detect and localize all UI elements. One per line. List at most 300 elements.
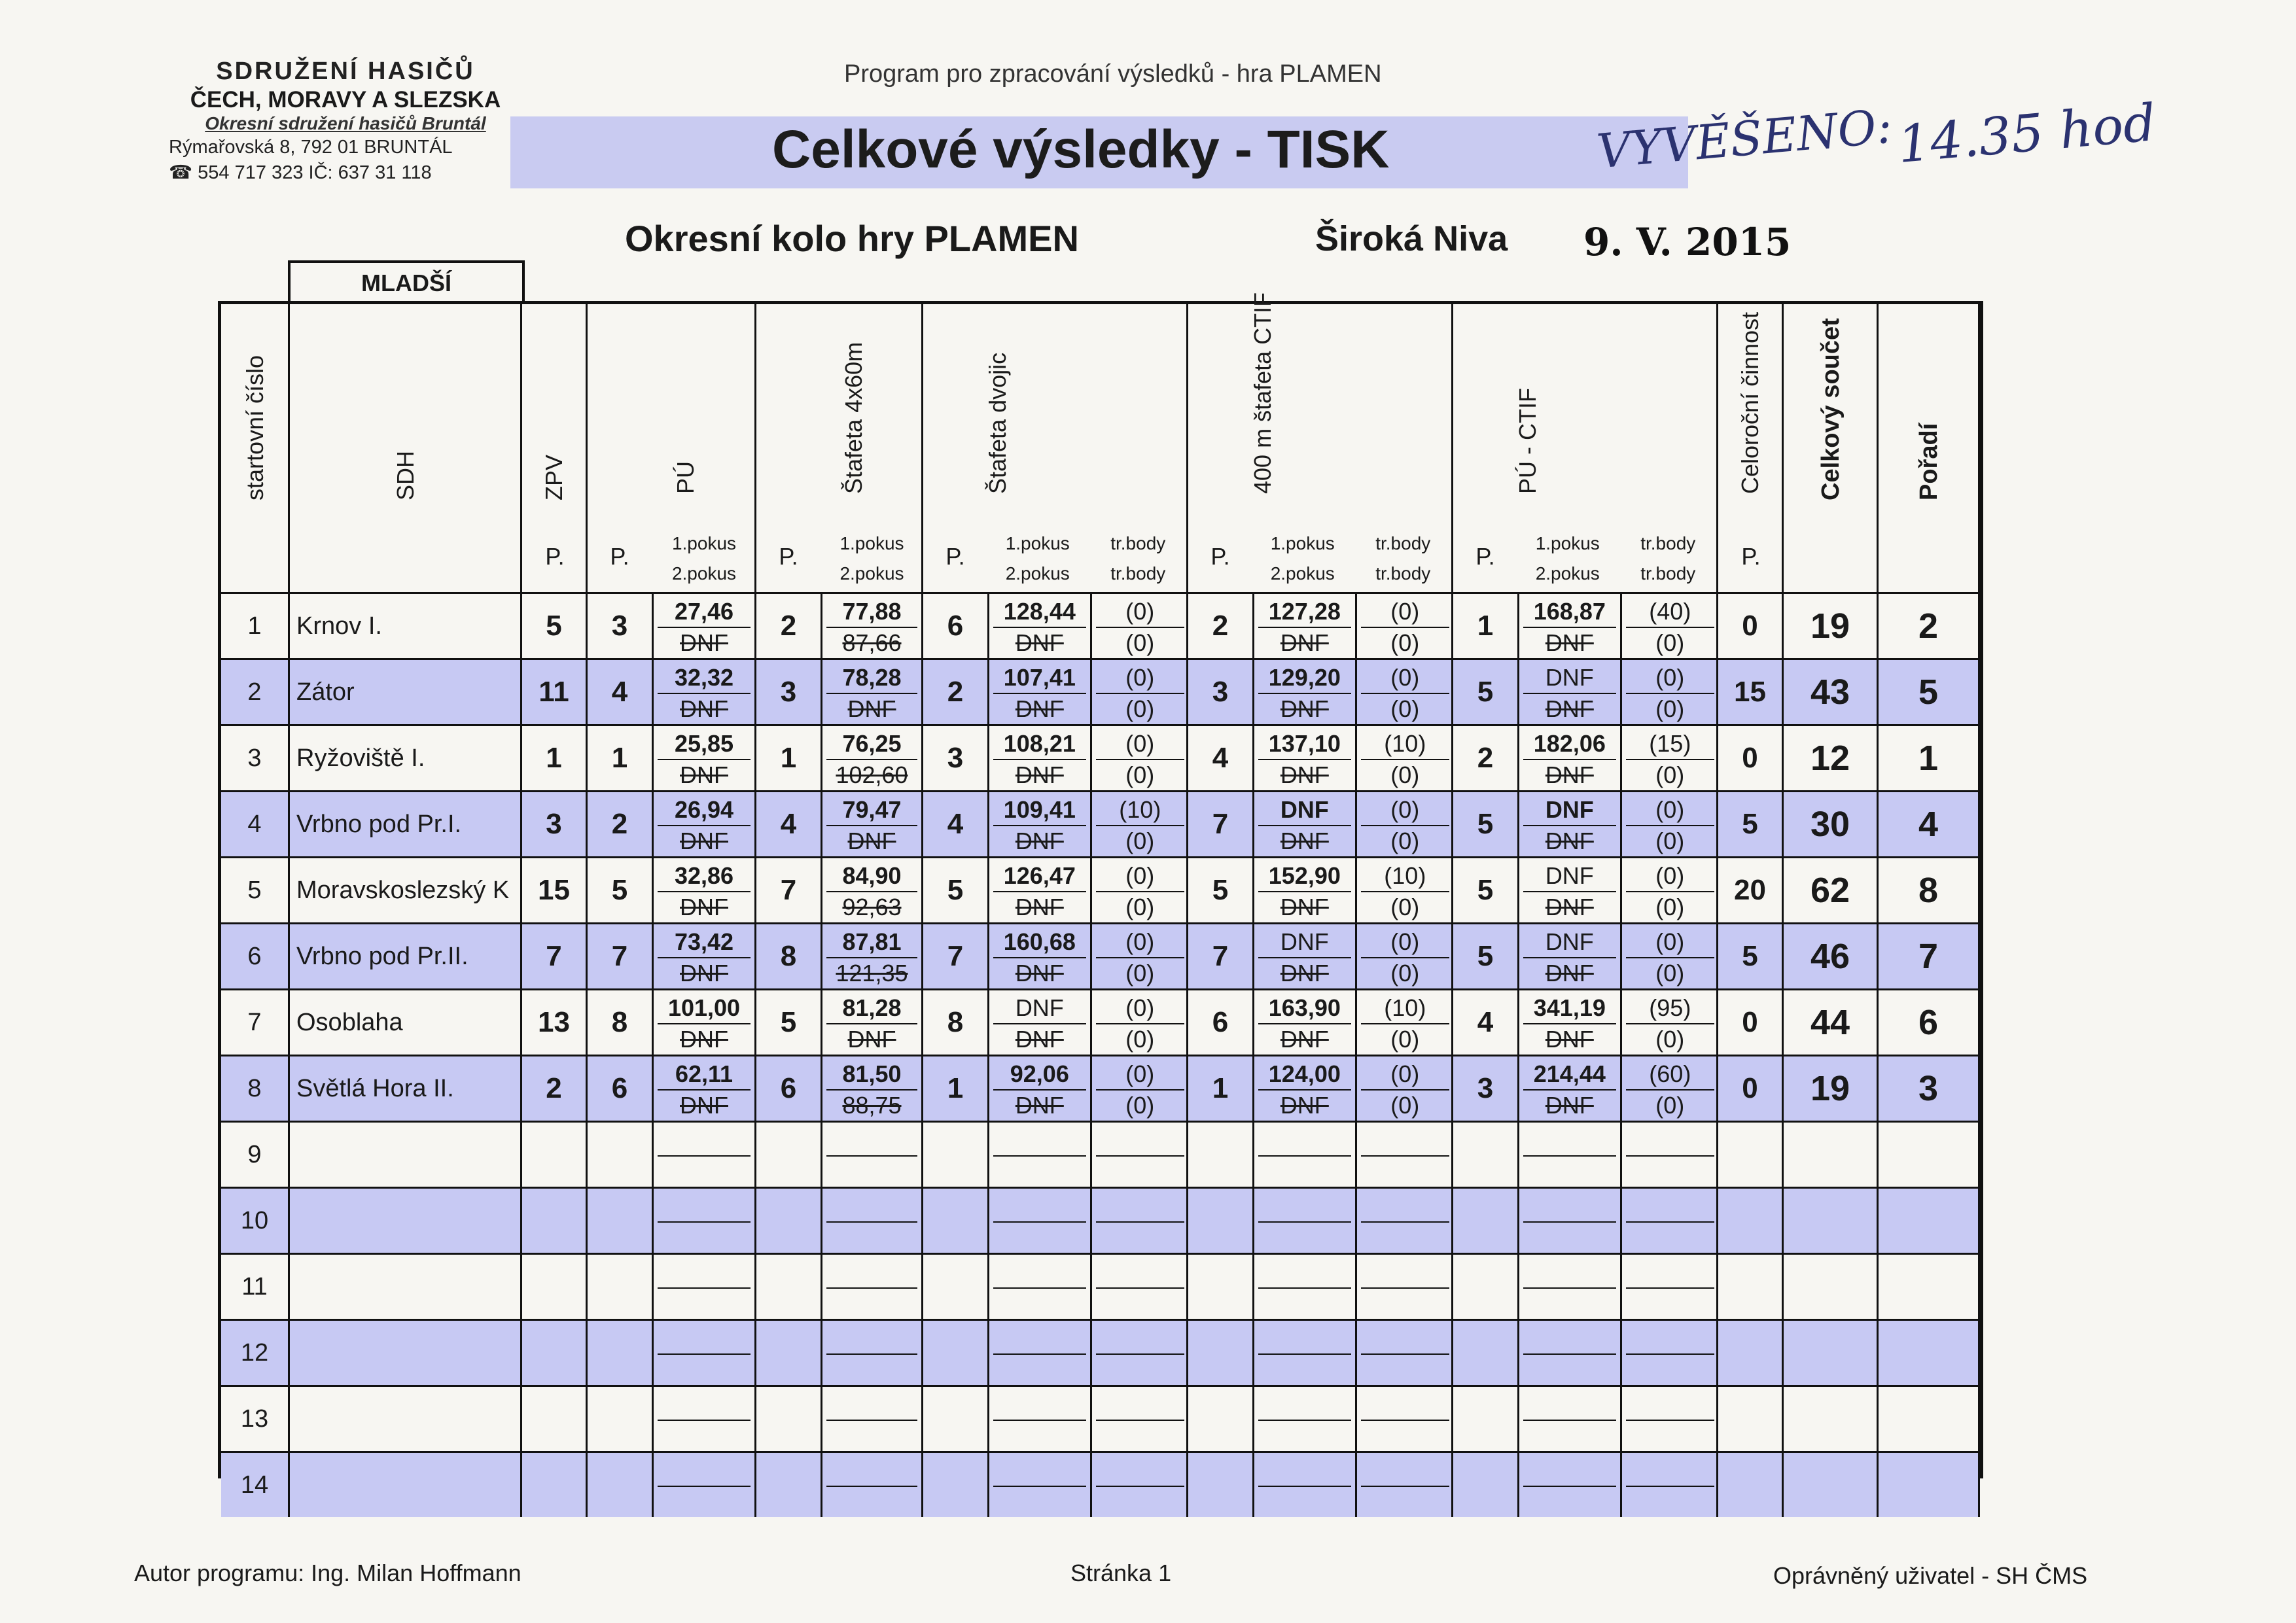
cell-ctif400-attempt1 [1258, 1191, 1351, 1223]
cell-zpv: 13 [522, 990, 588, 1055]
cell-pu-times [652, 858, 756, 922]
cell-ctif400-attempt1 [1258, 1456, 1351, 1487]
cell-puCtif [1453, 594, 1718, 658]
cell-stafetaDvojic-attempt2 [993, 1157, 1086, 1187]
subheader-stafetaDvojic-pokus1: 1.pokus [1005, 533, 1070, 553]
cell-stafetaDvojic-points: 2 [947, 676, 964, 708]
cell-ctif400-attempt2: DNF [1280, 960, 1329, 986]
cell-sdh [290, 1123, 522, 1187]
cell-pu [588, 1189, 756, 1253]
cell-celorocni [1718, 1453, 1784, 1517]
cell-puCtif-attempt1 [1523, 1323, 1616, 1355]
cell-puCtif-penalty2: (0) [1655, 1092, 1685, 1119]
cell-stafetaDvojic-points: 1 [947, 1072, 964, 1104]
cell-start: 10 [221, 1189, 290, 1253]
cell-puCtif-points: 5 [1477, 940, 1494, 972]
cell-ctif400-attempt2: DNF [1280, 761, 1329, 788]
subheader-zpv-p: P. [545, 543, 565, 570]
cell-stafetaDvojic-penalty2 [1096, 1223, 1184, 1253]
cell-puCtif [1453, 990, 1718, 1055]
cell-puCtif-points [1453, 1189, 1517, 1253]
cell-puCtif-penalties [1622, 1056, 1718, 1121]
table-row [221, 592, 1980, 658]
subheader-celorocni-p: P. [1741, 543, 1761, 570]
cell-puCtif-penalty2 [1626, 1157, 1714, 1187]
cell-ctif400 [1188, 1255, 1453, 1319]
cell-pu-attempt2: DNF [680, 960, 728, 986]
cell-sdh [290, 1387, 522, 1451]
cell-puCtif [1453, 726, 1718, 790]
cell-start: 6 [221, 924, 290, 988]
cell-ctif400-penalty2: (0) [1390, 1026, 1420, 1053]
cell-start: 14 [221, 1453, 290, 1517]
cell-puCtif-penalty1: (0) [1626, 663, 1714, 694]
cell-puCtif-points [1453, 1453, 1517, 1517]
cell-puCtif-penalty2: (0) [1655, 1026, 1685, 1053]
cell-stafetaDvojic-penalty2 [1096, 1355, 1184, 1385]
cell-stafeta4x60 [756, 990, 923, 1055]
cell-puCtif-attempt1 [1523, 1389, 1616, 1421]
cell-puCtif-penalty1 [1626, 1323, 1714, 1355]
cell-puCtif-attempt2: DNF [1545, 894, 1594, 920]
cell-stafetaDvojic-attempt1: DNF [993, 993, 1086, 1024]
cell-celorocni: 15 [1718, 660, 1784, 724]
cell-stafetaDvojic-attempt2: DNF [1015, 629, 1064, 656]
cell-ctif400-penalty2: (0) [1390, 629, 1420, 656]
cell-stafetaDvojic-penalty1 [1096, 1456, 1184, 1487]
cell-pu [588, 594, 756, 658]
cell-ctif400-penalty1: (10) [1361, 993, 1449, 1024]
cell-zpv: 7 [522, 924, 588, 988]
cell-stafetaDvojic-attempt1 [993, 1257, 1086, 1289]
cell-stafetaDvojic-attempt2: DNF [1015, 1026, 1064, 1053]
cell-zpv: 15 [522, 858, 588, 922]
cell-stafeta4x60-points: 2 [780, 610, 797, 642]
cell-puCtif-attempt2: DNF [1545, 695, 1594, 722]
cell-ctif400-attempt2: DNF [1280, 629, 1329, 656]
cell-pu-attempt2 [658, 1355, 751, 1385]
cell-stafeta4x60-attempt2 [826, 1157, 917, 1187]
cell-stafetaDvojic-points: 8 [947, 1006, 964, 1038]
cell-puCtif-attempt1: DNF [1523, 663, 1616, 694]
cell-stafeta4x60-attempt1: 84,90 [826, 861, 917, 892]
cell-ctif400-penalties [1357, 792, 1453, 856]
cell-puCtif-attempt1: DNF [1523, 927, 1616, 958]
cell-ctif400-points: 2 [1212, 610, 1229, 642]
cell-puCtif-attempt1 [1523, 1456, 1616, 1487]
cell-ctif400 [1188, 858, 1453, 922]
cell-stafeta4x60-attempt2 [826, 1223, 917, 1253]
cell-ctif400-penalties [1357, 1123, 1453, 1187]
cell-stafetaDvojic-times [987, 1123, 1092, 1187]
table-row [221, 1055, 1980, 1121]
cell-celorocni: 5 [1718, 792, 1784, 856]
cell-ctif400-points [1188, 1123, 1252, 1187]
table-row [221, 988, 1980, 1055]
cell-ctif400-penalty2: (0) [1390, 1092, 1420, 1119]
cell-stafeta4x60-times [821, 1321, 923, 1385]
cell-pu-attempt1 [658, 1257, 751, 1289]
cell-pu-attempt2: DNF [680, 828, 728, 854]
cell-stafeta4x60-times [821, 594, 923, 658]
cell-stafeta4x60-attempt1: 81,28 [826, 993, 917, 1024]
cell-stafeta4x60 [756, 594, 923, 658]
cell-stafeta4x60 [756, 726, 923, 790]
cell-puCtif [1453, 858, 1718, 922]
cell-puCtif-points: 2 [1477, 742, 1494, 774]
cell-stafeta4x60-attempt2: 87,66 [842, 629, 902, 656]
cell-pu-attempt2 [658, 1487, 751, 1517]
cell-puCtif-points [1453, 1387, 1517, 1451]
cell-ctif400-attempt1: 163,90 [1258, 993, 1351, 1024]
cell-pu-points: 3 [611, 610, 628, 642]
cell-stafeta4x60-times [821, 1387, 923, 1451]
cell-stafetaDvojic-attempt2 [993, 1355, 1086, 1385]
cell-stafeta4x60-times [821, 792, 923, 856]
header-soucet [1784, 304, 1879, 592]
cell-stafetaDvojic-penalties [1092, 726, 1188, 790]
cell-stafeta4x60 [756, 858, 923, 922]
subheader-ctif400-pokus2: 2.pokus [1270, 563, 1335, 584]
subheader-ctif400-trbody2: tr.body [1375, 563, 1431, 584]
cell-zpv: 3 [522, 792, 588, 856]
table-row [221, 1187, 1980, 1253]
cell-stafetaDvojic-penalties [1092, 594, 1188, 658]
cell-puCtif-attempt2: DNF [1545, 960, 1594, 986]
cell-puCtif-penalty2: (0) [1655, 894, 1685, 920]
cell-ctif400-penalty1: (10) [1361, 729, 1449, 760]
cell-sdh: Vrbno pod Pr.I. [290, 792, 522, 856]
cell-puCtif-times [1517, 594, 1622, 658]
cell-puCtif-points: 5 [1477, 808, 1494, 840]
cell-ctif400-times [1252, 1453, 1357, 1517]
cell-stafeta4x60-attempt1 [826, 1257, 917, 1289]
cell-sdh [290, 1453, 522, 1517]
cell-puCtif-times [1517, 1387, 1622, 1451]
subheader-ctif400-pokus1: 1.pokus [1270, 533, 1335, 553]
subheader-ctif400-trbody1: tr.body [1375, 533, 1431, 553]
cell-ctif400-times [1252, 792, 1357, 856]
cell-ctif400-penalty1: (0) [1361, 795, 1449, 826]
cell-start: 7 [221, 990, 290, 1055]
cell-ctif400-penalty2 [1361, 1289, 1449, 1319]
cell-stafetaDvojic-attempt1 [993, 1456, 1086, 1487]
cell-ctif400-times [1252, 990, 1357, 1055]
cell-stafetaDvojic-penalty2: (0) [1125, 629, 1155, 656]
cell-zpv: 1 [522, 726, 588, 790]
cell-puCtif-points [1453, 1321, 1517, 1385]
cell-puCtif-penalty1 [1626, 1389, 1714, 1421]
header-sdh [290, 304, 522, 592]
cell-poradi: 4 [1879, 792, 1980, 856]
cell-stafetaDvojic-points [923, 1189, 987, 1253]
cell-poradi [1879, 1123, 1980, 1187]
cell-stafeta4x60-points: 7 [780, 874, 797, 906]
cell-stafeta4x60-times [821, 726, 923, 790]
cell-stafetaDvojic-penalties [1092, 1189, 1188, 1253]
cell-pu-attempt2: DNF [680, 761, 728, 788]
cell-pu-attempt2 [658, 1421, 751, 1451]
cell-ctif400-penalty1 [1361, 1323, 1449, 1355]
cell-stafetaDvojic-penalty1 [1096, 1257, 1184, 1289]
cell-pu-times [652, 1123, 756, 1187]
cell-stafeta4x60 [756, 1255, 923, 1319]
cell-puCtif-times [1517, 1453, 1622, 1517]
cell-stafeta4x60-attempt1 [826, 1323, 917, 1355]
cell-celorocni: 0 [1718, 594, 1784, 658]
cell-ctif400-penalty1 [1361, 1389, 1449, 1421]
subheader-puCtif-trbody2: tr.body [1640, 563, 1696, 584]
cell-celorocni [1718, 1321, 1784, 1385]
cell-pu-attempt1: 101,00 [658, 993, 751, 1024]
cell-ctif400-penalty1: (0) [1361, 927, 1449, 958]
cell-sdh: Zátor [290, 660, 522, 724]
cell-puCtif-penalty2 [1626, 1421, 1714, 1451]
cell-puCtif-penalty2 [1626, 1289, 1714, 1319]
cell-stafetaDvojic-attempt2 [993, 1421, 1086, 1451]
cell-stafeta4x60-points: 4 [780, 808, 797, 840]
cell-puCtif-points [1453, 1255, 1517, 1319]
cell-stafeta4x60-attempt1: 78,28 [826, 663, 917, 694]
cell-stafetaDvojic-penalty2: (0) [1125, 1026, 1155, 1053]
cell-start: 9 [221, 1123, 290, 1187]
cell-pu-times [652, 924, 756, 988]
cell-pu-points: 4 [611, 676, 628, 708]
cell-ctif400-penalty1 [1361, 1257, 1449, 1289]
table-row [221, 922, 1980, 988]
cell-start: 12 [221, 1321, 290, 1385]
cell-stafeta4x60-attempt1: 77,88 [826, 597, 917, 628]
cell-pu-times [652, 1056, 756, 1121]
cell-ctif400 [1188, 792, 1453, 856]
cell-puCtif-attempt2: DNF [1545, 629, 1594, 656]
cell-ctif400-penalties [1357, 924, 1453, 988]
cell-stafetaDvojic-penalty2: (0) [1125, 1092, 1155, 1119]
cell-stafetaDvojic-penalty1 [1096, 1323, 1184, 1355]
cell-pu [588, 924, 756, 988]
cell-stafetaDvojic-penalties [1092, 1056, 1188, 1121]
cell-ctif400-penalties [1357, 1255, 1453, 1319]
cell-stafetaDvojic-points [923, 1255, 987, 1319]
cell-stafeta4x60-attempt1: 76,25 [826, 729, 917, 760]
cell-stafetaDvojic-penalty1 [1096, 1389, 1184, 1421]
cell-stafetaDvojic [923, 660, 1188, 724]
org-line-1: SDRUŽENÍ HASIČŮ [216, 58, 475, 85]
cell-stafeta4x60-times [821, 1123, 923, 1187]
cell-stafetaDvojic-attempt1 [993, 1323, 1086, 1355]
cell-sdh [290, 1255, 522, 1319]
table-row [221, 1385, 1980, 1451]
cell-ctif400-times [1252, 924, 1357, 988]
cell-stafetaDvojic [923, 594, 1188, 658]
cell-poradi [1879, 1321, 1980, 1385]
cell-poradi: 5 [1879, 660, 1980, 724]
cell-stafetaDvojic-penalty2: (0) [1125, 695, 1155, 722]
cell-ctif400-attempt2: DNF [1280, 828, 1329, 854]
cell-ctif400 [1188, 1123, 1453, 1187]
cell-pu-attempt1 [658, 1389, 751, 1421]
cell-zpv [522, 1321, 588, 1385]
cell-sdh [290, 1321, 522, 1385]
cell-puCtif [1453, 1453, 1718, 1517]
cell-pu-times [652, 792, 756, 856]
cell-pu-points: 2 [611, 808, 628, 840]
cell-stafeta4x60 [756, 924, 923, 988]
cell-ctif400-penalty1 [1361, 1191, 1449, 1223]
cell-celorocni [1718, 1387, 1784, 1451]
category-label: MLADŠÍ [288, 260, 525, 304]
cell-puCtif-attempt1: 168,87 [1523, 597, 1616, 628]
header-poradi [1879, 304, 1980, 592]
cell-celorocni: 20 [1718, 858, 1784, 922]
cell-ctif400 [1188, 990, 1453, 1055]
cell-ctif400-penalty2: (0) [1390, 960, 1420, 986]
cell-puCtif-points: 1 [1477, 610, 1494, 642]
cell-puCtif-penalties [1622, 924, 1718, 988]
cell-stafeta4x60-points [756, 1123, 821, 1187]
cell-puCtif-points: 4 [1477, 1006, 1494, 1038]
cell-stafeta4x60 [756, 1387, 923, 1451]
cell-ctif400-penalty1: (0) [1361, 1059, 1449, 1091]
cell-stafetaDvojic-penalties [1092, 660, 1188, 724]
cell-soucet [1784, 1321, 1879, 1385]
cell-celorocni: 0 [1718, 726, 1784, 790]
org-address: Rýmařovská 8, 792 01 BRUNTÁL [169, 137, 453, 158]
cell-stafeta4x60-points: 8 [780, 940, 797, 972]
cell-stafeta4x60-attempt2 [826, 1421, 917, 1451]
footer-user: Oprávněný uživatel - SH ČMS [1773, 1562, 2088, 1589]
cell-pu-attempt2: DNF [680, 1092, 728, 1119]
cell-stafeta4x60-points: 6 [780, 1072, 797, 1104]
cell-stafeta4x60-attempt2: DNF [847, 828, 896, 854]
cell-stafetaDvojic [923, 1321, 1188, 1385]
cell-ctif400-times [1252, 1255, 1357, 1319]
cell-ctif400-attempt1: 124,00 [1258, 1059, 1351, 1091]
cell-pu-attempt1 [658, 1191, 751, 1223]
cell-stafeta4x60 [756, 660, 923, 724]
cell-puCtif-times [1517, 726, 1622, 790]
cell-stafetaDvojic-points [923, 1387, 987, 1451]
cell-zpv [522, 1123, 588, 1187]
cell-puCtif-penalty1: (40) [1626, 597, 1714, 628]
cell-ctif400-attempt2: DNF [1280, 894, 1329, 920]
header-start-label: startovní číslo [241, 355, 268, 500]
cell-ctif400-penalties [1357, 990, 1453, 1055]
cell-stafetaDvojic-times [987, 660, 1092, 724]
cell-ctif400-times [1252, 858, 1357, 922]
cell-stafeta4x60-attempt1 [826, 1125, 917, 1157]
cell-ctif400-attempt1 [1258, 1323, 1351, 1355]
subheader-puCtif-pokus2: 2.pokus [1535, 563, 1600, 584]
cell-puCtif-penalty2 [1626, 1487, 1714, 1517]
cell-celorocni: 0 [1718, 1056, 1784, 1121]
cell-stafeta4x60-times [821, 924, 923, 988]
cell-pu-attempt1: 62,11 [658, 1059, 751, 1091]
cell-stafetaDvojic-penalty2 [1096, 1157, 1184, 1187]
cell-stafeta4x60-attempt2: 102,60 [836, 761, 908, 788]
cell-puCtif-penalties [1622, 1189, 1718, 1253]
cell-stafeta4x60-attempt2: 92,63 [842, 894, 902, 920]
header-zpv-label: ZPV [540, 454, 567, 500]
cell-poradi: 2 [1879, 594, 1980, 658]
cell-pu-attempt1: 73,42 [658, 927, 751, 958]
table-row [221, 1253, 1980, 1319]
cell-pu [588, 792, 756, 856]
cell-ctif400-attempt2: DNF [1280, 1026, 1329, 1053]
cell-stafetaDvojic-penalties [1092, 792, 1188, 856]
cell-ctif400-attempt1: 137,10 [1258, 729, 1351, 760]
cell-poradi: 8 [1879, 858, 1980, 922]
organization-block [169, 58, 522, 184]
cell-puCtif-times [1517, 1123, 1622, 1187]
cell-stafeta4x60-attempt2: 88,75 [842, 1092, 902, 1119]
cell-puCtif-penalty2: (0) [1655, 629, 1685, 656]
cell-stafetaDvojic-attempt2: DNF [1015, 828, 1064, 854]
results-table [218, 292, 1983, 1499]
cell-puCtif-times [1517, 990, 1622, 1055]
cell-puCtif-times [1517, 924, 1622, 988]
cell-pu-times [652, 1255, 756, 1319]
cell-soucet: 62 [1784, 858, 1879, 922]
cell-ctif400-points: 1 [1212, 1072, 1229, 1104]
cell-puCtif-attempt1 [1523, 1191, 1616, 1223]
cell-celorocni [1718, 1189, 1784, 1253]
cell-puCtif-attempt1: 182,06 [1523, 729, 1616, 760]
cell-stafetaDvojic-points: 4 [947, 808, 964, 840]
footer-page: Stránka 1 [1070, 1560, 1172, 1586]
cell-soucet: 43 [1784, 660, 1879, 724]
cell-stafetaDvojic-points [923, 1453, 987, 1517]
cell-sdh [290, 1189, 522, 1253]
cell-pu-points: 7 [611, 940, 628, 972]
cell-stafetaDvojic-penalties [1092, 858, 1188, 922]
cell-stafetaDvojic-attempt2: DNF [1015, 894, 1064, 920]
cell-stafetaDvojic [923, 990, 1188, 1055]
cell-ctif400-attempt2 [1258, 1223, 1351, 1253]
cell-puCtif-attempt1 [1523, 1125, 1616, 1157]
header-start [221, 304, 290, 592]
cell-stafeta4x60-attempt1 [826, 1456, 917, 1487]
cell-pu [588, 1056, 756, 1121]
cell-ctif400-penalty2: (0) [1390, 894, 1420, 920]
cell-pu-attempt1: 32,86 [658, 861, 751, 892]
cell-puCtif-penalty1 [1626, 1125, 1714, 1157]
cell-stafetaDvojic-attempt1 [993, 1191, 1086, 1223]
cell-stafetaDvojic-penalty1: (0) [1096, 861, 1184, 892]
cell-pu-times [652, 1453, 756, 1517]
cell-ctif400-attempt1: DNF [1258, 795, 1351, 826]
cell-stafeta4x60-points: 1 [780, 742, 797, 774]
cell-stafeta4x60-attempt1: 81,50 [826, 1059, 917, 1091]
cell-puCtif-penalty1 [1626, 1456, 1714, 1487]
cell-celorocni [1718, 1123, 1784, 1187]
cell-pu-points [588, 1255, 652, 1319]
cell-ctif400-points: 7 [1212, 808, 1229, 840]
cell-puCtif-times [1517, 1255, 1622, 1319]
cell-sdh: Krnov I. [290, 594, 522, 658]
cell-poradi [1879, 1387, 1980, 1451]
org-line-3: Okresní sdružení hasičů Bruntál [205, 113, 486, 133]
cell-pu-times [652, 1387, 756, 1451]
cell-puCtif-penalty1 [1626, 1257, 1714, 1289]
cell-ctif400 [1188, 594, 1453, 658]
cell-puCtif-penalties [1622, 726, 1718, 790]
cell-start: 3 [221, 726, 290, 790]
cell-stafetaDvojic-times [987, 990, 1092, 1055]
cell-stafetaDvojic-times [987, 1056, 1092, 1121]
cell-sdh: Světlá Hora II. [290, 1056, 522, 1121]
cell-stafetaDvojic-penalty1 [1096, 1191, 1184, 1223]
